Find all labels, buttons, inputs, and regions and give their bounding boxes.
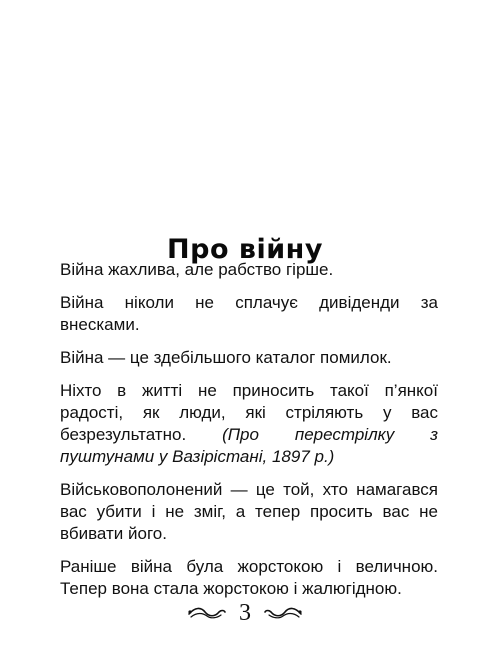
quote-paragraph: [60, 380, 438, 468]
quote-text: Війна ніколи не сплачує дивіденди за внесками.: [60, 293, 438, 334]
quote-text: Військовополонений — це той, хто намагався вас убити і не зміг, а тепер просить вас не вбивати його.: [60, 480, 438, 543]
quote-reference: (Про перестрілку з пуштунами у Вазірістані, 1897 р.): [60, 425, 438, 466]
swash-flourish-icon: [187, 605, 227, 621]
quote-paragraph: [60, 347, 438, 369]
quote-text: Війна — це здебільшого каталог помилок.: [60, 348, 392, 367]
quote-text: Раніше війна була жорстокою і величною. Тепер вона стала жорстокою і жалюгідною.: [60, 557, 438, 598]
quote-paragraph: [60, 259, 438, 281]
quotes-text: [60, 259, 438, 611]
quote-paragraph: [60, 292, 438, 336]
quote-paragraph: [60, 556, 438, 600]
swash-flourish-icon: [263, 605, 303, 621]
quote-paragraph: [60, 479, 438, 545]
page-footer: [0, 598, 490, 628]
quote-text: Ніхто в житті не приносить такої п’янкої радості, як люди, які стріляють у вас безрезультатно.: [60, 381, 438, 444]
page-title: Про війну: [167, 234, 323, 266]
page-number: 3: [239, 600, 251, 626]
quote-text: Війна жахлива, але рабство гірше.: [60, 260, 334, 279]
